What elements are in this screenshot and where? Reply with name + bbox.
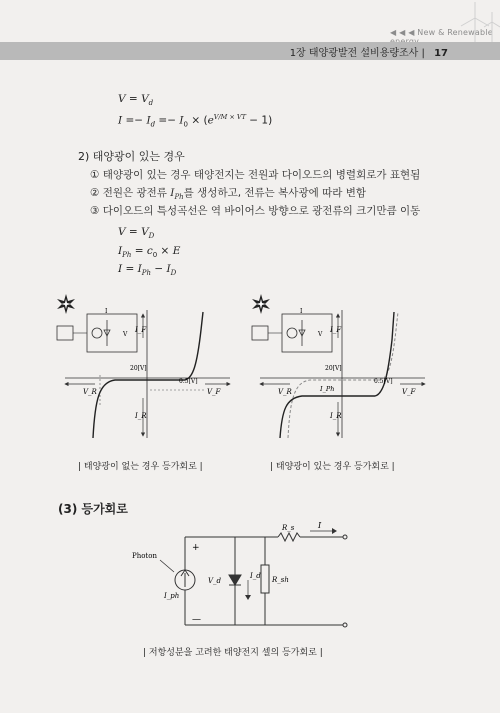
label-vr: V_R	[83, 388, 97, 396]
label-ir: I_R	[135, 412, 147, 420]
page-number: 17	[434, 48, 448, 59]
label-rs: R_s	[282, 524, 295, 532]
label-plus: +	[192, 543, 200, 553]
wind-turbine-icon	[450, 0, 500, 44]
section-2-title: 2) 태양광이 있는 경우	[78, 150, 185, 163]
equation-iph: $I_{Ph} = c_0 \times E$	[118, 245, 181, 260]
section-2-item-2: ② 전원은 광전류 $I_{Ph}$를 생성하고, 전류는 복사광에 따라 변함	[90, 187, 366, 202]
section-2-item-1: ① 태양광이 있는 경우 태양전지는 전원과 다이오드의 병렬회로가 표현됨	[90, 169, 421, 181]
label-20v: 20[V]	[325, 365, 342, 372]
circuit-current-label: I	[105, 308, 108, 315]
chapter-title: 1장 태양광발전 설비용량조사	[289, 48, 419, 59]
label-ir: I_R	[330, 412, 342, 420]
iv-curve-no-light	[55, 290, 240, 450]
label-05v: 0.5[V]	[374, 378, 393, 385]
circuit-caption: | 저항성분을 고려한 태양전지 셀의 등가회로 |	[143, 648, 323, 658]
figure-caption-no-light: | 태양광이 없는 경우 등가회로 |	[78, 462, 203, 472]
label-vr: V_R	[278, 388, 292, 396]
section-3-title: (3) 등가회로	[58, 502, 128, 516]
label-if: I_F	[135, 326, 147, 334]
label-vd: V_d	[208, 577, 222, 585]
section-2-item-3: ③ 다이오드의 특성곡선은 역 바이어스 방향으로 광전류의 크기만큼 이동	[90, 205, 421, 217]
label-vf: V_F	[402, 388, 416, 396]
iv-curve-with-light	[250, 290, 435, 450]
header-separator: |	[421, 48, 425, 59]
label-vf: V_F	[207, 388, 221, 396]
equation-diode-current: $I =- I_d =- I_0 \times (e^{V/M \times VT} - 1)$	[118, 113, 273, 129]
label-photon: Photon	[132, 552, 157, 560]
label-20v: 20[V]	[130, 365, 147, 372]
label-id: I_d	[250, 572, 261, 580]
circuit-current-label: I	[300, 308, 303, 315]
label-iph: I_ph	[164, 592, 180, 600]
sun-burst-icon	[251, 294, 271, 314]
circuit-voltage-label: V	[123, 331, 128, 338]
series-title: ◀ ◀ ◀ New & Renewable	[390, 28, 493, 37]
label-rsh: R_sh	[272, 576, 289, 584]
equation-v-vd: $V = V_d$	[118, 93, 154, 108]
equation-v-vD: $V = V_D$	[118, 226, 155, 241]
label-minus: —	[192, 615, 201, 625]
label-output-current: I	[318, 521, 322, 530]
sun-burst-icon	[56, 294, 76, 314]
figure-caption-with-light: | 태양광이 있는 경우 등가회로 |	[270, 462, 395, 472]
circuit-voltage-label: V	[318, 331, 323, 338]
equivalent-circuit-diagram	[130, 520, 370, 635]
chapter-header-bar	[0, 42, 500, 60]
equation-i-total: $I = I_{Ph} - I_D$	[118, 263, 177, 278]
label-05v: 0.5[V]	[179, 378, 198, 385]
label-if: I_F	[330, 326, 342, 334]
chapter-header	[290, 44, 448, 59]
label-iph: I_Ph	[320, 385, 335, 393]
